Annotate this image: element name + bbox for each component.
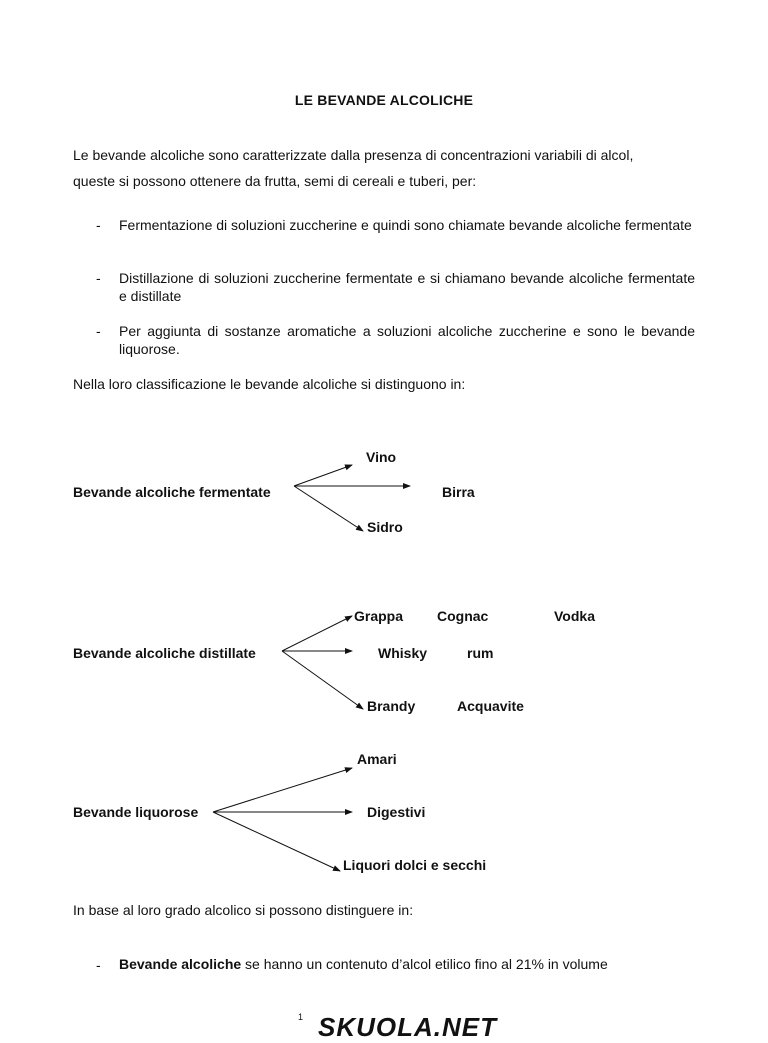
page-number: 1 (298, 1012, 304, 1022)
source-distillate: Bevande alcoliche distillate (73, 645, 256, 661)
arrow-to-liquori (213, 812, 340, 871)
target-amari: Amari (357, 751, 397, 767)
bullet-dash: - (96, 957, 101, 973)
bullet-fermentazione: Fermentazione di soluzioni zuccherine e quindi sono chiamate bevande alcoliche fermentate (119, 217, 692, 233)
bullet-aggiunta: Per aggiunta di sostanze aromatiche a soluzioni alcoliche zuccherine e sono le bevande liquorose. (119, 323, 695, 357)
grade-bullet (119, 956, 608, 972)
arrow-to-grappa (282, 616, 352, 651)
page-title: LE BEVANDE ALCOLICHE (294, 92, 474, 108)
grade-bullet-bold: Bevande alcoliche (119, 956, 242, 972)
target-sidro: Sidro (367, 519, 403, 535)
target-vodka: Vodka (554, 608, 595, 624)
source-fermentate: Bevande alcoliche fermentate (73, 484, 271, 500)
target-brandy: Brandy (367, 698, 416, 714)
intro-line-1: Le bevande alcoliche sono caratterizzate dalla presenza di concentrazioni variabili di alcol, (73, 147, 634, 163)
target-cognac: Cognac (437, 608, 489, 624)
arrow-to-vino (294, 465, 352, 486)
source-liquorose: Bevande liquorose (73, 804, 199, 820)
arrow-to-brandy (282, 651, 363, 709)
grade-bullet-text: se hanno un contenuto d’alcol etilico fino al 21% in volume (241, 956, 608, 972)
arrow-to-sidro (294, 486, 363, 531)
classification-intro: Nella loro classificazione le bevande alcoliche si distinguono in: (73, 376, 466, 392)
bullet-distillazione: Distillazione di soluzioni zuccherine fermentate e si chiamano bevande alcoliche fermentate e distillate (119, 270, 695, 304)
footer-logo: SKUOLA.NET (318, 1012, 497, 1042)
bullet-dash: - (96, 323, 101, 339)
target-birra: Birra (442, 484, 475, 500)
intro-line-2: queste si possono ottenere da frutta, semi di cereali e tuberi, per: (73, 173, 477, 189)
target-whisky: Whisky (378, 645, 428, 661)
target-liquori: Liquori dolci e secchi (343, 857, 487, 873)
target-digestivi: Digestivi (367, 804, 426, 820)
grade-intro: In base al loro grado alcolico si possono distinguere in: (73, 902, 414, 918)
target-vino: Vino (366, 449, 397, 465)
arrow-to-amari (213, 768, 352, 812)
bullet-dash: - (96, 217, 101, 233)
bullet-dash: - (96, 270, 101, 286)
target-acquavite: Acquavite (457, 698, 524, 714)
target-grappa: Grappa (354, 608, 404, 624)
target-rum: rum (467, 645, 494, 661)
